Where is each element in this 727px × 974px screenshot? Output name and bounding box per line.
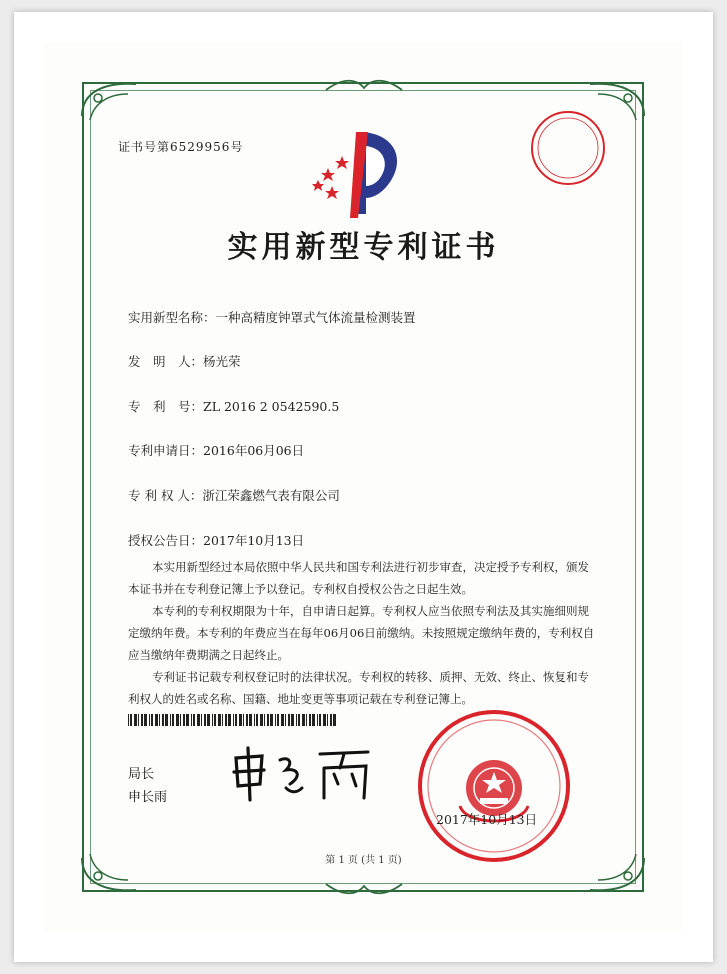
- barcode-bar: [204, 714, 206, 726]
- field-label: 专 利 权 人：: [128, 488, 203, 503]
- barcode-bar: [260, 714, 263, 726]
- barcode-bar: [288, 714, 290, 726]
- barcode-bar: [207, 714, 210, 726]
- signatory-name: 申长雨: [128, 790, 168, 805]
- barcode-bar: [218, 714, 221, 726]
- field-patent-number: [128, 397, 339, 415]
- barcode-bar: [165, 714, 168, 726]
- barcode-bar: [243, 714, 244, 726]
- certificate-title: 实用新型专利证书: [227, 230, 500, 265]
- barcode-bar: [228, 714, 231, 726]
- barcode-bar: [149, 714, 150, 726]
- barcode-bar: [291, 714, 294, 726]
- barcode-bar: [302, 714, 305, 726]
- barcode-bar: [193, 714, 195, 726]
- page-footer: 第 1 页 (共 1 页): [325, 855, 402, 866]
- field-value: 一种高精度钟罩式气体流量检测装置: [215, 310, 416, 325]
- barcode-bar: [159, 714, 160, 726]
- barcode-bar: [312, 714, 315, 726]
- barcode-bar: [151, 714, 153, 726]
- bottom-ornament-icon: [322, 878, 406, 898]
- field-label: 授权公告日：: [128, 533, 204, 548]
- paragraph-term: 本专利的专利权期限为十年，自申请日起算。专利权人应当依照专利法及其实施细则规定缴纳年费。本专利的年费应当在每年06月06日前缴纳。未按照规定缴纳年费的，专利权自应当缴纳年费期满之日起终止。: [128, 604, 595, 662]
- paragraph-legal-status: 专利证书记载专利权登记时的法律状况。专利权的转移、质押、无效、终止、恢复和专利权人的姓名或名称、国籍、地址变更等事项记载在专利登记簿上。: [128, 670, 589, 706]
- barcode-bar: [201, 714, 202, 726]
- barcode-bar: [141, 714, 143, 726]
- barcode-bar: [225, 714, 227, 726]
- barcode-bar: [176, 714, 179, 726]
- barcode-bar: [264, 714, 265, 726]
- ip-office-seal-icon: [414, 706, 574, 866]
- field-value: 2016年06月06日: [203, 443, 305, 458]
- barcode-bar: [214, 714, 216, 726]
- barcode-bar: [186, 714, 189, 726]
- barcode-bar: [144, 714, 147, 726]
- barcode-bar: [183, 714, 185, 726]
- field-value: ZL 2016 2 0542590.5: [203, 399, 340, 414]
- barcode-bar: [254, 714, 255, 726]
- field-value: 杨光荣: [203, 354, 241, 369]
- barcode-bar: [270, 714, 273, 726]
- barcode-bar: [249, 714, 252, 726]
- field-label: 实用新型名称：: [128, 310, 216, 325]
- barcode-bar: [246, 714, 248, 726]
- barcode-bar: [128, 714, 129, 726]
- barcode-bar: [319, 714, 321, 726]
- paragraph-grant: 本实用新型经过本局依照中华人民共和国专利法进行初步审查，决定授予专利权，颁发本证书并在专利登记簿上予以登记。专利权自授权公告之日起生效。: [128, 560, 589, 596]
- corner-ornament-icon: [76, 76, 146, 126]
- signature-icon: [228, 744, 378, 804]
- barcode-bar: [317, 714, 318, 726]
- barcode-bar: [256, 714, 258, 726]
- body-text: [128, 556, 596, 710]
- barcode-bar: [298, 714, 300, 726]
- issue-date: 2017年10月13日: [436, 812, 538, 827]
- field-application-date: [128, 441, 304, 459]
- patent-office-logo-icon: [310, 128, 410, 220]
- field-label: 专利申请日：: [128, 443, 204, 458]
- field-utility-model-name: [128, 308, 416, 326]
- field-label: 发 明 人：: [128, 354, 204, 369]
- barcode-bar: [134, 714, 137, 726]
- barcode-bar: [138, 714, 139, 726]
- barcode-bar: [277, 714, 279, 726]
- barcode-bar: [327, 714, 328, 726]
- field-patentee: [128, 486, 340, 504]
- barcode-bar: [191, 714, 192, 726]
- barcode-bar: [155, 714, 158, 726]
- barcode-bar: [197, 714, 200, 726]
- field-label: 专 利 号：: [128, 399, 204, 414]
- barcode-bar: [275, 714, 276, 726]
- barcode-bar: [239, 714, 242, 726]
- barcode-bar: [309, 714, 311, 726]
- barcode-icon: [128, 714, 338, 726]
- barcode-bar: [212, 714, 213, 726]
- barcode-bar: [172, 714, 174, 726]
- field-value: 浙江荣鑫燃气表有限公司: [202, 488, 340, 503]
- stamp-duty-seal-icon: [528, 108, 608, 188]
- barcode-bar: [306, 714, 307, 726]
- field-value: 2017年10月13日: [203, 533, 305, 548]
- barcode-bar: [170, 714, 171, 726]
- barcode-bar: [281, 714, 284, 726]
- barcode-bar: [296, 714, 297, 726]
- field-inventor: [128, 352, 241, 370]
- barcode-bar: [162, 714, 164, 726]
- certificate-number: 证书号第6529956号: [118, 140, 244, 154]
- barcode-bar: [267, 714, 269, 726]
- barcode-bar: [330, 714, 332, 726]
- field-grant-date: [128, 531, 304, 549]
- barcode-bar: [285, 714, 286, 726]
- barcode-bar: [222, 714, 223, 726]
- barcode-bar: [130, 714, 132, 726]
- barcode-bar: [180, 714, 181, 726]
- barcode-bar: [323, 714, 326, 726]
- signatory-title: 局长: [128, 767, 155, 782]
- barcode-bar: [333, 714, 336, 726]
- barcode-bar: [233, 714, 234, 726]
- barcode-bar: [235, 714, 237, 726]
- top-ornament-icon: [322, 76, 406, 96]
